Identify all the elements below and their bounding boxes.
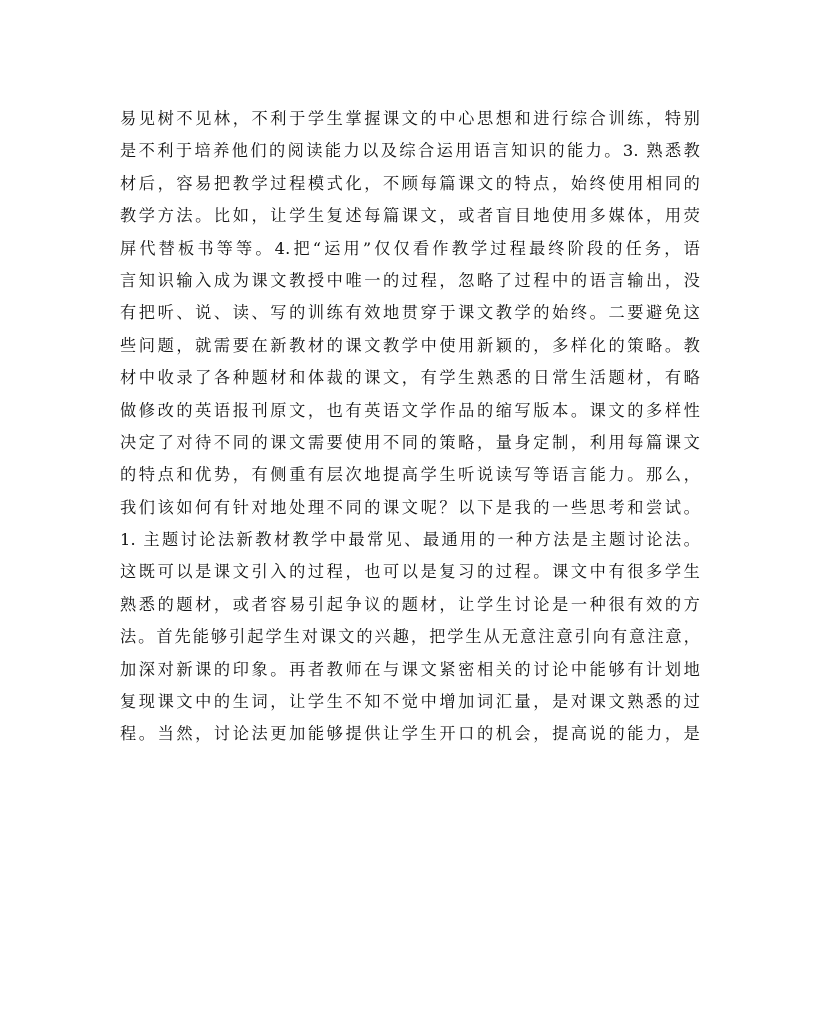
body-text [120,103,700,751]
text-line: 材后，容易把教学过程模式化，不顾每篇课文的特点，始终使用相同的 [120,173,700,193]
text-line: 决定了对待不同的课文需要使用不同的策略，量身定制，利用每篇课文 [120,432,700,452]
text-line: 教学方法。比如，让学生复述每篇课文，或者盲目地使用多媒体，用荧 [120,206,700,226]
text-line: 有把听、说、读、写的训练有效地贯穿于课文教学的始终。二要避免这 [120,303,700,323]
text-line: 程。当然，讨论法更加能够提供让学生开口的机会，提高说的能力，是 [120,724,700,744]
text-line: 言知识输入成为课文教授中唯一的过程，忽略了过程中的语言输出，没 [120,270,700,290]
text-line: 易见树不见林，不利于学生掌握课文的中心思想和进行综合训练，特别 [120,109,700,128]
text-line: 材中收录了各种题材和体裁的课文，有学生熟悉的日常生活题材，有略 [120,368,700,388]
text-line: 做修改的英语报刊原文，也有英语文学作品的缩写版本。课文的多样性 [120,400,700,420]
text-line: 加深对新课的印象。再者教师在与课文紧密相关的讨论中能够有计划地 [120,659,700,679]
text-line: 熟悉的题材，或者容易引起争议的题材，让学生讨论是一种很有效的方 [120,594,700,614]
text-line: 些问题，就需要在新教材的课文教学中使用新颖的，多样化的策略。教 [120,335,700,355]
text-line: 法。首先能够引起学生对课文的兴趣，把学生从无意注意引向有意注意， [120,627,700,647]
text-line: 是不利于培养他们的阅读能力以及综合运用语言知识的能力。3. 熟悉教 [120,141,700,161]
text-line: 屏代替板书等等。4.把“运用”仅仅看作教学过程最终阶段的任务，语 [120,238,700,258]
text-line: 的特点和优势，有侧重有层次地提高学生听说读写等语言能力。那么， [120,465,700,485]
text-line: 我们该如何有针对地处理不同的课文呢？以下是我的一些思考和尝试。 [120,497,700,517]
text-line: 1. 主题讨论法新教材教学中最常见、最通用的一种方法是主题讨论法。 [120,530,700,550]
text-line: 复现课文中的生词，让学生不知不觉中增加词汇量，是对课文熟悉的过 [120,692,700,712]
text-line: 这既可以是课文引入的过程，也可以是复习的过程。课文中有很多学生 [120,562,700,582]
